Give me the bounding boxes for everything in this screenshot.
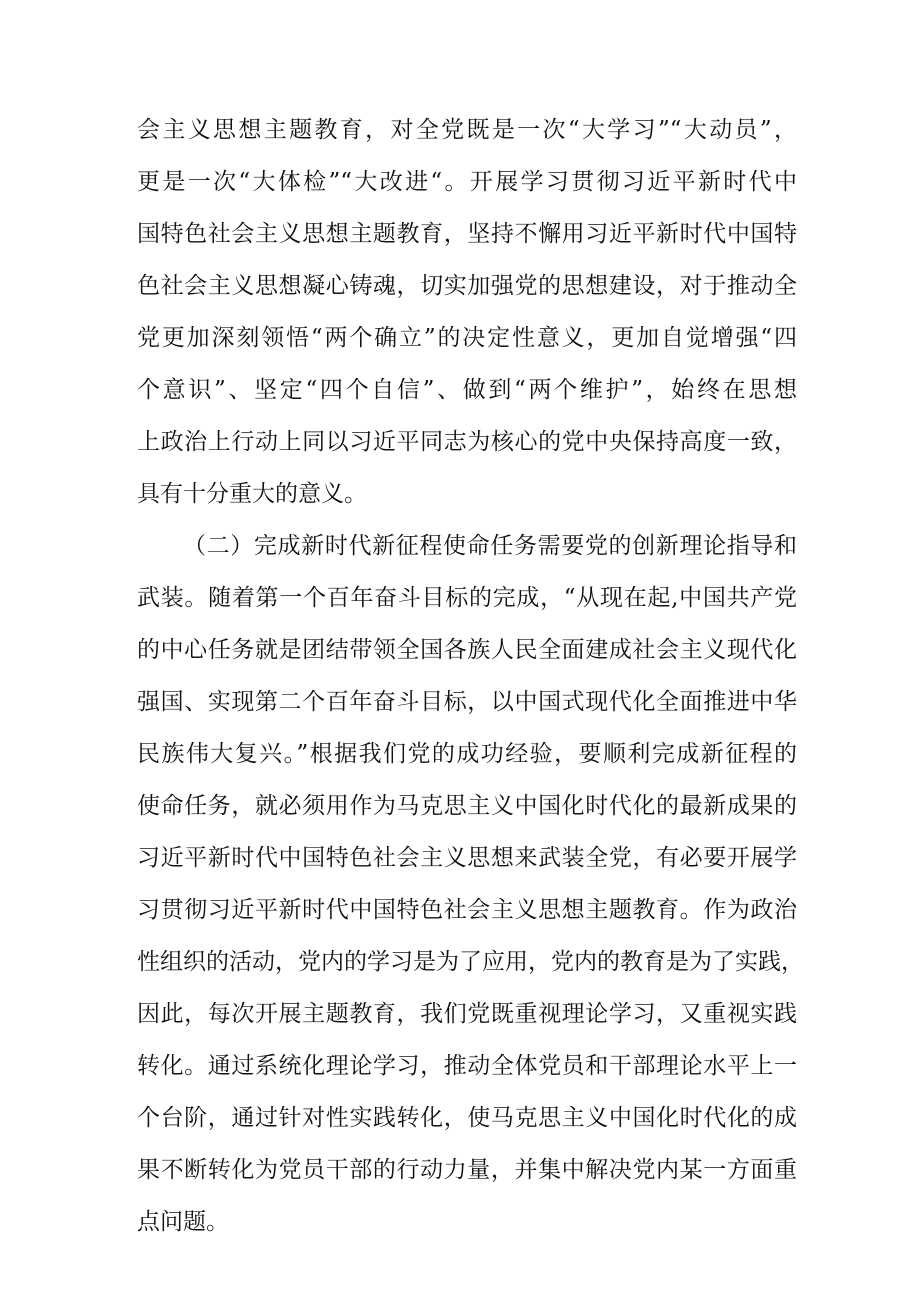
paragraph-2-line: 的中心任务就是团结带领全国各族人民全面建成社会主义现代化 <box>137 637 797 663</box>
paragraph-1-line: 个意识”、坚定“四个自信”、做到“两个维护”，始终在思想 <box>137 377 797 403</box>
paragraph-2-line: 点问题。 <box>137 1209 229 1235</box>
paragraph-1-line: 色社会主义思想凝心铸魂，切实加强党的思想建设，对于推动全 <box>137 273 797 299</box>
paragraph-2-line: 果不断转化为党员干部的行动力量，并集中解决党内某一方面重 <box>137 1157 797 1183</box>
paragraph-2-line: 因此，每次开展主题教育，我们党既重视理论学习，又重视实践 <box>137 1001 797 1027</box>
paragraph-2-line: 武装。随着第一个百年奋斗目标的完成，“从现在起,中国共产党 <box>137 585 797 611</box>
paragraph-1-line: 具有十分重大的意义。 <box>137 481 367 507</box>
paragraph-2-line: 使命任务，就必须用作为马克思主义中国化时代化的最新成果的 <box>137 793 797 819</box>
paragraph-1-line: 上政治上行动上同以习近平同志为核心的党中央保持高度一致， <box>137 429 797 455</box>
paragraph-2-line: 转化。通过系统化理论学习，推动全体党员和干部理论水平上一 <box>137 1053 797 1079</box>
paragraph-2-line: 习贯彻习近平新时代中国特色社会主义思想主题教育。作为政治 <box>137 897 797 923</box>
paragraph-1-line: 国特色社会主义思想主题教育，坚持不懈用习近平新时代中国特 <box>137 221 797 247</box>
paragraph-1-line: 党更加深刻领悟“两个确立”的决定性意义，更加自觉增强“四 <box>137 325 797 351</box>
paragraph-2-line: 强国、实现第二个百年奋斗目标，以中国式现代化全面推进中华 <box>137 689 797 715</box>
paragraph-1-line: 更是一次“大体检”“大改进“。开展学习贯彻习近平新时代中 <box>137 169 797 195</box>
paragraph-2-line: 习近平新时代中国特色社会主义思想来武装全党，有必要开展学 <box>137 845 797 871</box>
paragraph-2-heading-line: （二）完成新时代新征程使命任务需要党的创新理论指导和 <box>183 533 797 559</box>
paragraph-2-line: 民族伟大复兴。”根据我们党的成功经验，要顺利完成新征程的 <box>137 741 797 767</box>
paragraph-1-line: 会主义思想主题教育，对全党既是一次“大学习”“大动员”， <box>137 117 797 143</box>
paragraph-2-line: 个台阶，通过针对性实践转化，使马克思主义中国化时代化的成 <box>137 1105 797 1131</box>
paragraph-2-line: 性组织的活动，党内的学习是为了应用，党内的教育是为了实践， <box>137 949 804 975</box>
